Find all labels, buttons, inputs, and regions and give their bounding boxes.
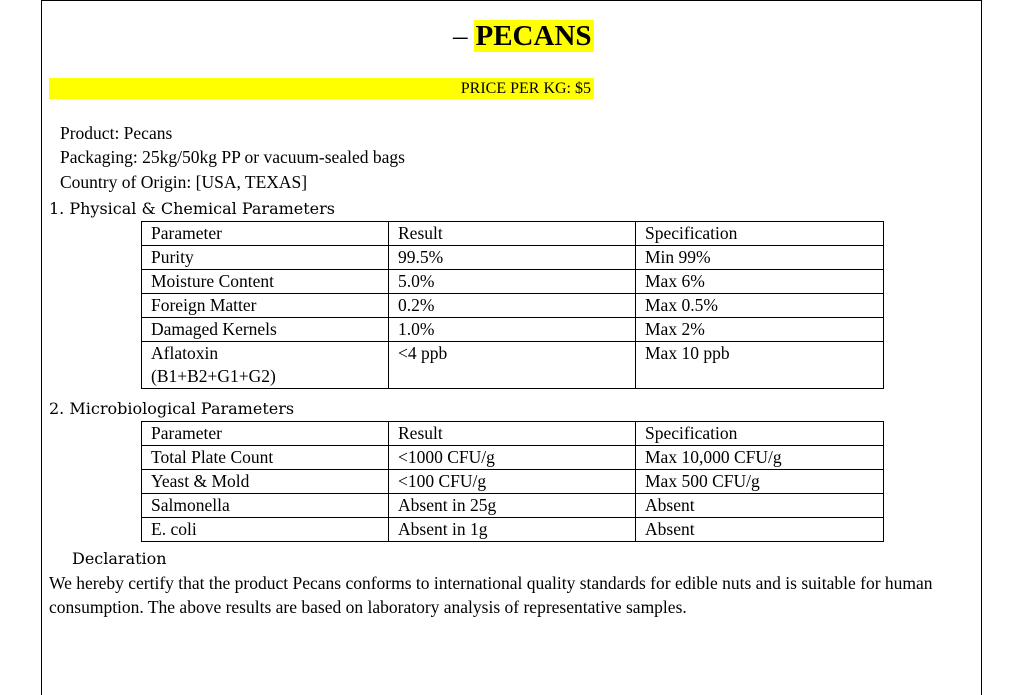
spec-cell: Max 10 ppb [636, 342, 884, 389]
declaration-title: Declaration [72, 549, 167, 568]
table-header-row [142, 422, 884, 446]
parameter-line: (B1+B2+G1+G2) [151, 366, 276, 386]
spec-cell: Max 10,000 CFU/g [636, 446, 884, 470]
parameter-cell: Damaged Kernels [142, 318, 389, 342]
result-cell: 5.0% [389, 270, 636, 294]
spec-cell: Min 99% [636, 246, 884, 270]
result-cell: Absent in 25g [389, 494, 636, 518]
declaration-text: We hereby certify that the product Pecans conforms to international quality standards for edible nuts and is suitable for human consumption. The above results are based on laboratory analysis of representative samples. [49, 573, 933, 617]
title-text: PECANS [475, 20, 592, 52]
parameter-cell [142, 342, 389, 389]
parameter-cell: Foreign Matter [142, 294, 389, 318]
document-title [453, 18, 594, 54]
price-banner [49, 78, 594, 99]
parameter-cell: Moisture Content [142, 270, 389, 294]
header-cell: Specification [636, 222, 884, 246]
parameter-cell: Purity [142, 246, 389, 270]
header-cell: Result [389, 422, 636, 446]
table-row [142, 494, 884, 518]
result-cell: <100 CFU/g [389, 470, 636, 494]
spec-cell: Absent [636, 518, 884, 542]
physical-parameters-table [141, 221, 884, 389]
header-cell: Result [389, 222, 636, 246]
header-cell: Specification [636, 422, 884, 446]
parameter-cell: Salmonella [142, 494, 389, 518]
table-row [142, 294, 884, 318]
table-row [142, 470, 884, 494]
table-row [142, 446, 884, 470]
parameter-cell: Yeast & Mold [142, 470, 389, 494]
spec-cell: Max 500 CFU/g [636, 470, 884, 494]
origin-line: Country of Origin: [USA, TEXAS] [60, 172, 308, 192]
title-dash: – [453, 20, 468, 52]
table-row [142, 318, 884, 342]
result-cell: <4 ppb [389, 342, 636, 389]
table-row [142, 270, 884, 294]
result-cell: 99.5% [389, 246, 636, 270]
table-row [142, 246, 884, 270]
parameter-line: Aflatoxin [151, 343, 219, 363]
micro-section-title: 2. Microbiological Parameters [49, 399, 295, 418]
spec-cell: Absent [636, 494, 884, 518]
physical-section-title: 1. Physical & Chemical Parameters [49, 199, 335, 218]
parameter-cell: Total Plate Count [142, 446, 389, 470]
result-cell: Absent in 1g [389, 518, 636, 542]
parameter-cell: E. coli [142, 518, 389, 542]
result-cell: 1.0% [389, 318, 636, 342]
result-cell: <1000 CFU/g [389, 446, 636, 470]
header-cell: Parameter [142, 422, 389, 446]
table-header-row [142, 222, 884, 246]
spec-cell: Max 6% [636, 270, 884, 294]
product-line: Product: Pecans [60, 123, 173, 143]
spec-cell: Max 0.5% [636, 294, 884, 318]
microbiological-parameters-table [141, 421, 884, 542]
header-cell: Parameter [142, 222, 389, 246]
table-row [142, 342, 884, 389]
table-row [142, 518, 884, 542]
result-cell: 0.2% [389, 294, 636, 318]
packaging-line: Packaging: 25kg/50kg PP or vacuum-sealed bags [60, 147, 405, 167]
spec-cell: Max 2% [636, 318, 884, 342]
price-per-kg: PRICE PER KG: $5 [460, 80, 591, 97]
